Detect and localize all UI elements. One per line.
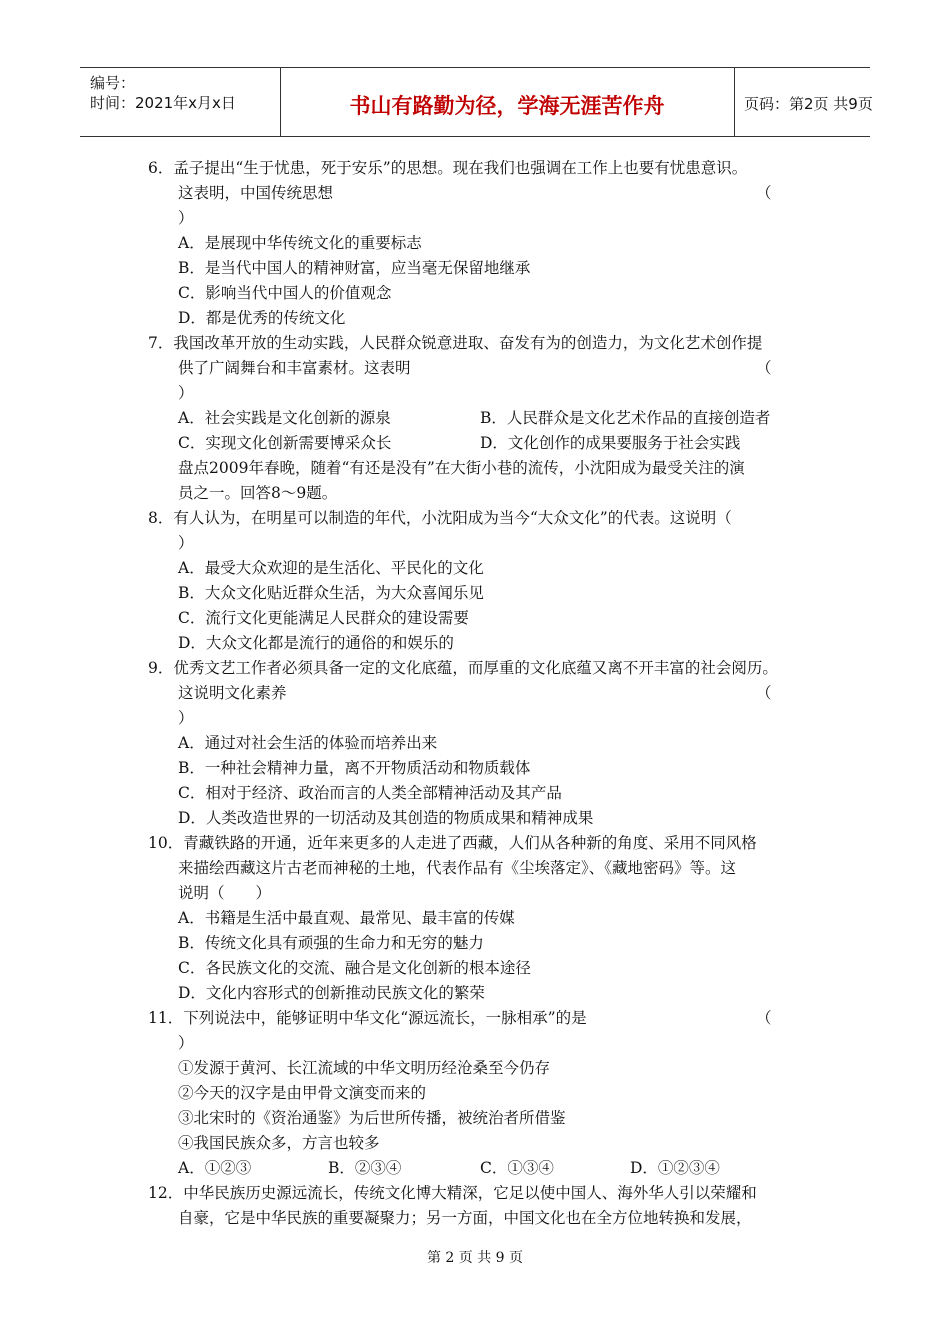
q8-option-b: B．大众文化贴近群众生活，为大众喜闻乐见 bbox=[178, 584, 484, 602]
q9-option-c: C．相对于经济、政治而言的人类全部精神活动及其产品 bbox=[178, 784, 562, 802]
q6-answer-paren-open: （ bbox=[756, 184, 772, 202]
q8-option-c: C．流行文化更能满足人民群众的建设需要 bbox=[178, 609, 469, 627]
q7-answer-paren-open: （ bbox=[756, 359, 772, 377]
header-left-cell bbox=[80, 68, 281, 136]
q7-option-c: C．实现文化创新需要博采众长 bbox=[178, 434, 392, 452]
q8-stem-line1: 8．有人认为，在明星可以制造的年代，小沈阳成为当今“大众文化”的代表。这说明（ bbox=[148, 509, 732, 527]
q11-stem-line1: 11．下列说法中，能够证明中华文化“源远流长，一脉相承”的是 bbox=[148, 1009, 587, 1027]
q10-option-c: C．各民族文化的交流、融合是文化创新的根本途径 bbox=[178, 959, 531, 977]
q6-option-c: C．影响当代中国人的价值观念 bbox=[178, 284, 392, 302]
page-footer: 第 2 页 共 9 页 bbox=[426, 1250, 524, 1266]
q10-option-a: A．书籍是生活中最直观、最常见、最丰富的传媒 bbox=[178, 909, 515, 927]
q8-answer-paren-close: ） bbox=[178, 534, 194, 552]
q11-answer-paren-close: ） bbox=[178, 1034, 194, 1052]
header-right-cell bbox=[734, 68, 873, 136]
q10-stem-line1: 10．青藏铁路的开通，近年来更多的人走进了西藏，人们从各种新的角度、采用不同风格 bbox=[148, 834, 757, 852]
q11-option-b: B．②③④ bbox=[328, 1159, 402, 1177]
q10-option-d: D．文化内容形式的创新推动民族文化的繁荣 bbox=[178, 984, 485, 1002]
q8-option-d: D．大众文化都是流行的通俗的和娱乐的 bbox=[178, 634, 454, 652]
passage-line2: 员之一。回答8～9题。 bbox=[178, 484, 338, 502]
q7-answer-paren-close: ） bbox=[178, 384, 194, 402]
q11-item-3: ③北宋时的《资治通鉴》为后世所传播，被统治者所借鉴 bbox=[178, 1109, 566, 1127]
time-label: 时间：2021年x月x日 bbox=[90, 94, 236, 112]
q9-answer-paren-close: ） bbox=[178, 709, 194, 727]
q7-option-a: A．社会实践是文化创新的源泉 bbox=[178, 409, 391, 427]
header-motto: 书山有路勤为径，学海无涯苦作舟 bbox=[349, 94, 665, 118]
passage-line1: 盘点2009年春晚，随着“有还是没有”在大街小巷的流传，小沈阳成为最受关注的演 bbox=[178, 459, 745, 477]
q6-stem-line1: 6．孟子提出“生于忧患，死于安乐”的思想。现在我们也强调在工作上也要有忧患意识。 bbox=[148, 159, 748, 177]
q6-stem-line2: 这表明，中国传统思想 bbox=[178, 184, 334, 202]
q11-option-c: C．①③④ bbox=[480, 1159, 554, 1177]
q6-option-b: B．是当代中国人的精神财富，应当毫无保留地继承 bbox=[178, 259, 531, 277]
q11-item-2: ②今天的汉字是由甲骨文演变而来的 bbox=[178, 1084, 427, 1102]
q7-stem-line1: 7．我国改革开放的生动实践，人民群众锐意进取、奋发有为的创造力，为文化艺术创作提 bbox=[148, 334, 763, 352]
q10-stem-line2: 来描绘西藏这片古老而神秘的土地，代表作品有《尘埃落定》、《藏地密码》等。这 bbox=[178, 859, 737, 877]
page-header bbox=[80, 67, 873, 137]
q7-stem-line2: 供了广阔舞台和丰富素材。这表明 bbox=[178, 359, 411, 377]
header-page-info: 页码：第2页 共9页 bbox=[744, 95, 873, 113]
q11-option-d: D．①②③④ bbox=[630, 1159, 720, 1177]
q11-item-4: ④我国民族众多，方言也较多 bbox=[178, 1134, 380, 1152]
q9-stem-line2: 这说明文化素养 bbox=[178, 684, 287, 702]
q9-option-b: B．一种社会精神力量，离不开物质活动和物质载体 bbox=[178, 759, 531, 777]
q10-option-b: B．传统文化具有顽强的生命力和无穷的魅力 bbox=[178, 934, 484, 952]
header-middle-cell bbox=[280, 68, 735, 136]
q9-answer-paren-open: （ bbox=[756, 684, 772, 702]
q9-stem-line1: 9．优秀文艺工作者必须具备一定的文化底蕴，而厚重的文化底蕴又离不开丰富的社会阅历。 bbox=[148, 659, 778, 677]
q7-option-d: D．文化创作的成果要服务于社会实践 bbox=[480, 434, 741, 452]
q6-answer-paren-close: ） bbox=[178, 209, 194, 227]
number-label: 编号： bbox=[90, 74, 136, 92]
q12-stem-line2: 自豪，它是中华民族的重要凝聚力；另一方面，中国文化也在全方位地转换和发展， bbox=[178, 1209, 752, 1227]
q6-option-d: D．都是优秀的传统文化 bbox=[178, 309, 346, 327]
q9-option-d: D．人类改造世界的一切活动及其创造的物质成果和精神成果 bbox=[178, 809, 594, 827]
q12-stem-line1: 12．中华民族历史源远流长，传统文化博大精深，它足以使中国人、海外华人引以荣耀和 bbox=[148, 1184, 757, 1202]
q8-option-a: A．最受大众欢迎的是生活化、平民化的文化 bbox=[178, 559, 484, 577]
q10-stem-line3: 说明（ ） bbox=[178, 884, 272, 902]
q6-option-a: A．是展现中华传统文化的重要标志 bbox=[178, 234, 422, 252]
q11-answer-paren-open: （ bbox=[756, 1009, 772, 1027]
q9-option-a: A．通过对社会生活的体验而培养出来 bbox=[178, 734, 438, 752]
q11-item-1: ①发源于黄河、长江流域的中华文明历经沧桑至今仍存 bbox=[178, 1059, 551, 1077]
q7-option-b: B．人民群众是文化艺术作品的直接创造者 bbox=[480, 409, 771, 427]
q11-option-a: A．①②③ bbox=[178, 1159, 252, 1177]
